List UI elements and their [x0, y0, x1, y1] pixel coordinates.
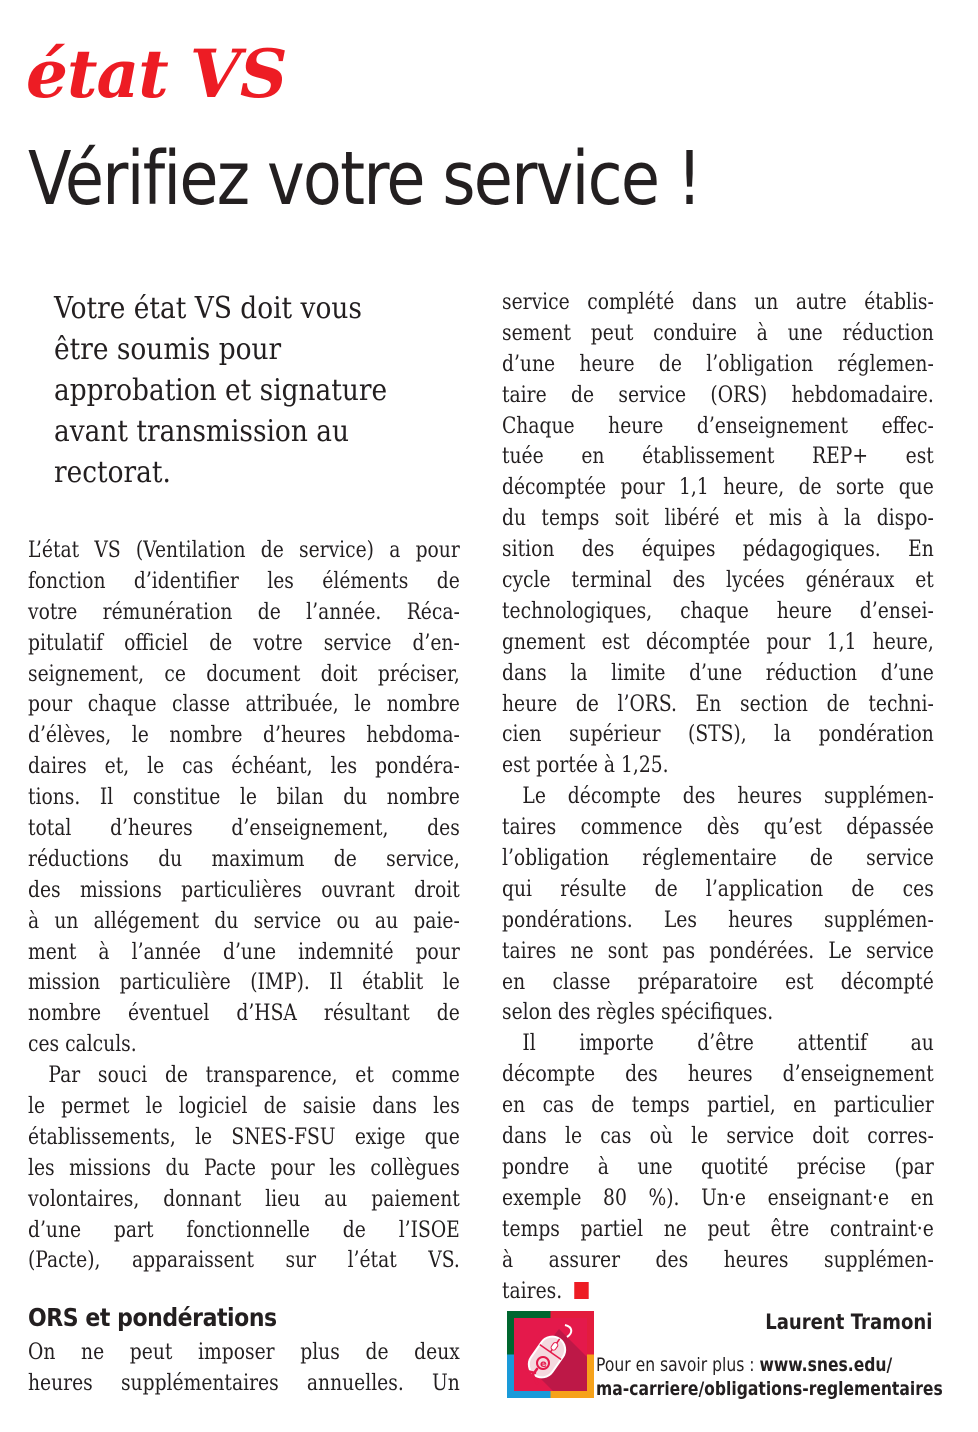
- text-line: Par souci de transparence, et comme: [48, 1063, 460, 1089]
- text-line: Il importe d’être attentif au: [522, 1031, 934, 1057]
- lead-line: Votre état VS doit vous: [54, 291, 362, 326]
- text-line: dans le cas où le service doit corres-: [502, 1124, 934, 1150]
- text-line: ment à l’année d’une indemnité pour: [28, 939, 460, 965]
- paragraph-5: [502, 1029, 934, 1307]
- text-line: exemple 80 %). Un·e enseignant·e en: [502, 1185, 934, 1211]
- lead-paragraph: [54, 288, 406, 493]
- text-line: heures supplémentaires annuelles. Un: [28, 1370, 460, 1396]
- text-line: cycle terminal des lycées généraux et: [502, 568, 934, 594]
- lead-line: avant transmission au: [54, 414, 349, 449]
- text-line: seignement, ce document doit préciser,: [28, 661, 460, 687]
- text-line: réductions du maximum de service,: [28, 846, 460, 872]
- text-line: gnement est décomptée pour 1,1 heure,: [502, 629, 934, 655]
- text-line: sement peut conduire à une réduction: [502, 320, 934, 346]
- text-line: dans la limite d’une réduction d’une: [502, 660, 934, 686]
- text-line: pondre à une quotité précise (par: [502, 1154, 934, 1180]
- text-line: selon des règles spécifiques.: [502, 1000, 774, 1026]
- text-line: est portée à 1,25.: [502, 753, 669, 779]
- paragraph-1: [28, 536, 460, 1061]
- final-line-text: taires.: [502, 1278, 563, 1304]
- left-column: [28, 536, 460, 1277]
- more-link[interactable]: www.snes.edu/: [759, 1354, 893, 1376]
- text-line: nombre éventuel d’HSA résultant de: [28, 1001, 460, 1027]
- text-line: Chaque heure d’enseignement effec-: [502, 413, 934, 439]
- red-square-end-mark-icon: [574, 1282, 588, 1299]
- text-line: décompte des heures d’enseignement: [502, 1062, 934, 1088]
- text-line: à un allégement du service ou au paie-: [28, 908, 460, 934]
- text-line: ces calculs.: [28, 1032, 137, 1058]
- text-line: le permet le logiciel de saisie dans les: [28, 1094, 460, 1120]
- text-line: Le décompte des heures supplémen-: [522, 784, 934, 810]
- author-name: Laurent Tramoni: [764, 1310, 932, 1334]
- text-line: taire de service (ORS) hebdomadaire.: [502, 382, 934, 408]
- text-line: L’état VS (Ventilation de service) a pour: [28, 538, 460, 563]
- text-line: les missions du Pacte pour les collègues: [28, 1155, 460, 1181]
- lead-line: être soumis pour: [54, 332, 282, 367]
- subheading: ORS et pondérations: [28, 1303, 277, 1332]
- kicker: état VS: [26, 35, 287, 113]
- text-line: daires et, le cas échéant, les pondéra-: [28, 754, 460, 780]
- text-line: service complété dans un autre établis-: [502, 290, 934, 315]
- text-line: On ne peut imposer plus de deux: [28, 1340, 460, 1365]
- paragraph-3-continued: [502, 288, 934, 782]
- text-line: taires commence dès qu’est dépassée: [502, 815, 934, 841]
- svg-text:e: e: [540, 1359, 547, 1370]
- text-line: pour chaque classe attribuée, le nombre: [28, 692, 460, 718]
- lead-line: rectorat.: [54, 455, 171, 490]
- right-column: [502, 288, 934, 1307]
- text-line: pitulatif officiel de votre service d’en-: [28, 630, 460, 656]
- text-line: à assurer des heures supplémen-: [502, 1247, 934, 1273]
- snes-mouse-e-logo-icon: [507, 1311, 594, 1398]
- text-line: volontaires, donnant lieu au paiement: [28, 1186, 460, 1212]
- more-label: Pour en savoir plus :: [596, 1354, 760, 1376]
- text-line: pondérations. Les heures supplémen-: [502, 907, 934, 933]
- text-line: établissements, le SNES-FSU exige que: [28, 1124, 460, 1150]
- text-line: qui résulte de l’application de ces: [502, 876, 934, 902]
- text-line: mission particulière (IMP). Il établit le: [28, 970, 460, 996]
- text-line: l’obligation réglementaire de service: [502, 846, 934, 872]
- text-line: tions. Il constitue le bilan du nombre: [28, 785, 460, 811]
- text-line: cien supérieur (STS), la pondération: [502, 722, 934, 748]
- text-line: du temps soit libéré et mis à la dispo-: [502, 506, 934, 532]
- text-line: d’une heure de l’obligation réglemen-: [502, 351, 934, 377]
- text-line: décomptée pour 1,1 heure, de sorte que: [502, 475, 934, 501]
- text-line: taires ne sont pas pondérées. Le service: [502, 938, 934, 964]
- text-line: total d’heures d’enseignement, des: [28, 816, 460, 842]
- text-line: temps partiel ne peut être contraint·e: [502, 1216, 934, 1242]
- lead-line: approbation et signature: [54, 373, 388, 408]
- text-line: d’élèves, le nombre d’heures hebdoma-: [28, 723, 460, 749]
- text-line: des missions particulières ouvrant droit: [28, 877, 460, 903]
- more-link-continued[interactable]: ma-carriere/obligations-reglementaires: [596, 1378, 943, 1400]
- text-line: fonction d’identifier les éléments de: [28, 568, 460, 594]
- text-line: [502, 1277, 934, 1308]
- text-line: technologiques, chaque heure d’ensei-: [502, 598, 934, 624]
- text-line: d’une part fonctionnelle de l’ISOE: [28, 1217, 460, 1243]
- text-line: votre rémunération de l’année. Réca-: [28, 599, 460, 625]
- text-line: tuée en établissement REP+ est: [502, 444, 934, 470]
- text-line: en classe préparatoire est décompté: [502, 969, 934, 995]
- left-column-continued: [28, 1338, 460, 1400]
- text-line: (Pacte), apparaissent sur l’état VS.: [28, 1248, 460, 1274]
- paragraph-4: [502, 782, 934, 1029]
- text-line: sition des équipes pédagogiques. En: [502, 537, 934, 563]
- page-title: Vérifiez votre service !: [28, 136, 701, 222]
- text-line: en cas de temps partiel, en particulier: [502, 1093, 934, 1119]
- text-line: heure de l’ORS. En section de techni-: [502, 691, 934, 717]
- more-info: [596, 1353, 943, 1401]
- paragraph-2: [28, 1061, 460, 1277]
